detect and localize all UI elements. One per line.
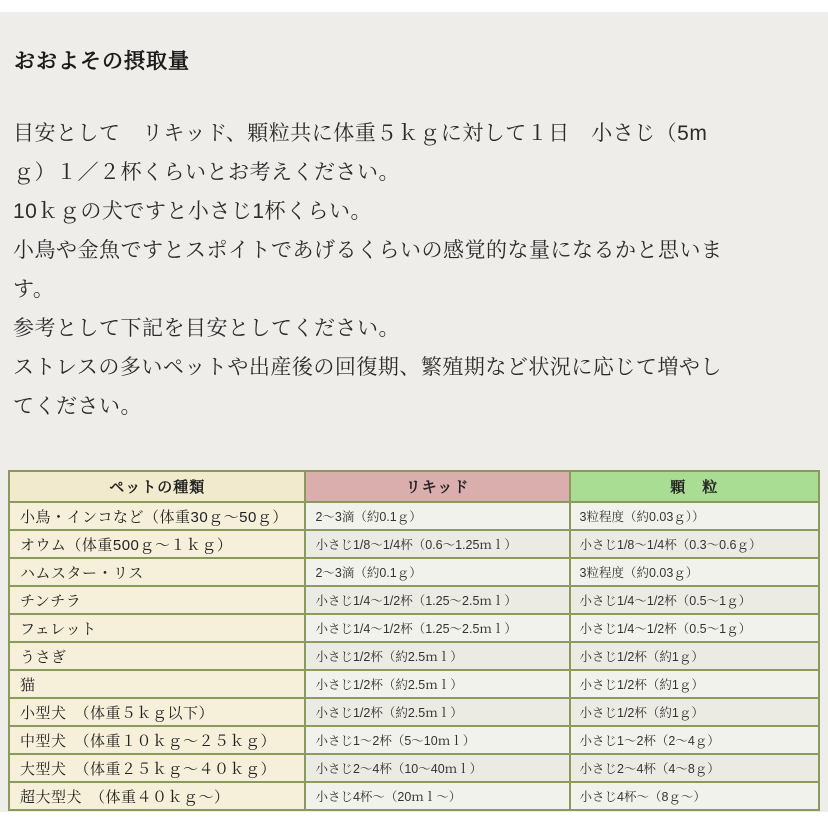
table-row	[9, 586, 819, 614]
granule-dose-cell: 小さじ1/2杯（約1ｇ）	[570, 670, 820, 698]
pet-type-cell: 小鳥・インコなど（体重30ｇ〜50ｇ）	[9, 502, 305, 530]
header-pet-type: ペットの種類	[9, 471, 305, 502]
content-area	[0, 12, 828, 812]
granule-dose-cell: 小さじ1/4〜1/2杯（0.5〜1ｇ）	[570, 614, 820, 642]
granule-dose-cell: 小さじ1〜2杯（2〜4ｇ）	[570, 726, 820, 754]
table-row	[9, 782, 819, 810]
granule-dose-cell: 3粒程度（約0.03ｇ）	[570, 558, 820, 586]
table-row	[9, 558, 819, 586]
page-title: おおよその摂取量	[14, 50, 190, 73]
intro-line: 10ｋｇの犬ですと小さじ1杯くらい。	[13, 200, 373, 223]
pet-type-cell: うさぎ	[9, 642, 305, 670]
table-row	[9, 502, 819, 530]
pet-type-cell: 大型犬 （体重２５ｋｇ〜４０ｋｇ）	[9, 754, 305, 782]
liquid-dose-cell: 小さじ1/2杯（約2.5ｍｌ）	[305, 670, 569, 698]
liquid-dose-cell: 小さじ1/8〜1/4杯（0.6〜1.25ｍｌ）	[305, 530, 569, 558]
granule-dose-cell: 小さじ1/2杯（約1ｇ）	[570, 698, 820, 726]
liquid-dose-cell: 小さじ1/2杯（約2.5ｍｌ）	[305, 698, 569, 726]
table-row	[9, 698, 819, 726]
pet-type-cell: フェレット	[9, 614, 305, 642]
granule-dose-cell: 3粒程度（約0.03ｇ））	[570, 502, 820, 530]
intro-line: てください。	[13, 395, 142, 418]
liquid-dose-cell: 2〜3滴（約0.1ｇ）	[305, 558, 569, 586]
granule-dose-cell: 小さじ2〜4杯（4〜8ｇ）	[570, 754, 820, 782]
pet-type-cell: ハムスター・リス	[9, 558, 305, 586]
table-row	[9, 726, 819, 754]
table-row	[9, 754, 819, 782]
pet-type-cell: オウム（体重500ｇ〜１ｋｇ）	[9, 530, 305, 558]
table-row	[9, 642, 819, 670]
header-liquid: リキッド	[305, 471, 569, 502]
granule-dose-cell: 小さじ1/8〜1/4杯（0.3〜0.6ｇ）	[570, 530, 820, 558]
intro-line: ストレスの多いペットや出産後の回復期、繁殖期など状況に応じて増やし	[13, 356, 722, 379]
table-header-row	[9, 471, 819, 502]
liquid-dose-cell: 2〜3滴（約0.1ｇ）	[305, 502, 569, 530]
table-row	[9, 670, 819, 698]
intro-line: 参考として下記を目安としてください。	[13, 317, 400, 340]
intro-line: 目安として リキッド、顆粒共に体重５ｋｇに対して１日 小さじ（5m	[13, 122, 708, 145]
header-granule: 顆 粒	[570, 471, 820, 502]
dosage-table	[8, 470, 820, 811]
pet-type-cell: 猫	[9, 670, 305, 698]
intro-line: す。	[13, 278, 55, 301]
intro-line: ｇ）１／２杯くらいとお考えください。	[13, 161, 400, 184]
pet-type-cell: 小型犬 （体重５ｋｇ以下）	[9, 698, 305, 726]
pet-type-cell: 中型犬 （体重１０ｋｇ〜２５ｋｇ）	[9, 726, 305, 754]
intro-line: 小鳥や金魚ですとスポイトであげるくらいの感覚的な量になるかと思いま	[13, 239, 723, 262]
liquid-dose-cell: 小さじ1〜2杯（5〜10ｍｌ）	[305, 726, 569, 754]
liquid-dose-cell: 小さじ1/4〜1/2杯（1.25〜2.5ｍｌ）	[305, 614, 569, 642]
liquid-dose-cell: 小さじ2〜4杯（10〜40ｍｌ）	[305, 754, 569, 782]
granule-dose-cell: 小さじ1/2杯（約1ｇ）	[570, 642, 820, 670]
granule-dose-cell: 小さじ4杯〜（8ｇ〜）	[570, 782, 820, 810]
liquid-dose-cell: 小さじ1/4〜1/2杯（1.25〜2.5ｍｌ）	[305, 586, 569, 614]
pet-type-cell: 超大型犬 （体重４０ｋｇ〜）	[9, 782, 305, 810]
pet-type-cell: チンチラ	[9, 586, 305, 614]
liquid-dose-cell: 小さじ1/2杯（約2.5ｍｌ）	[305, 642, 569, 670]
table-row	[9, 530, 819, 558]
intro-paragraph	[13, 114, 818, 426]
granule-dose-cell: 小さじ1/4〜1/2杯（0.5〜1ｇ）	[570, 586, 820, 614]
liquid-dose-cell: 小さじ4杯〜（20ｍｌ〜）	[305, 782, 569, 810]
table-row	[9, 614, 819, 642]
